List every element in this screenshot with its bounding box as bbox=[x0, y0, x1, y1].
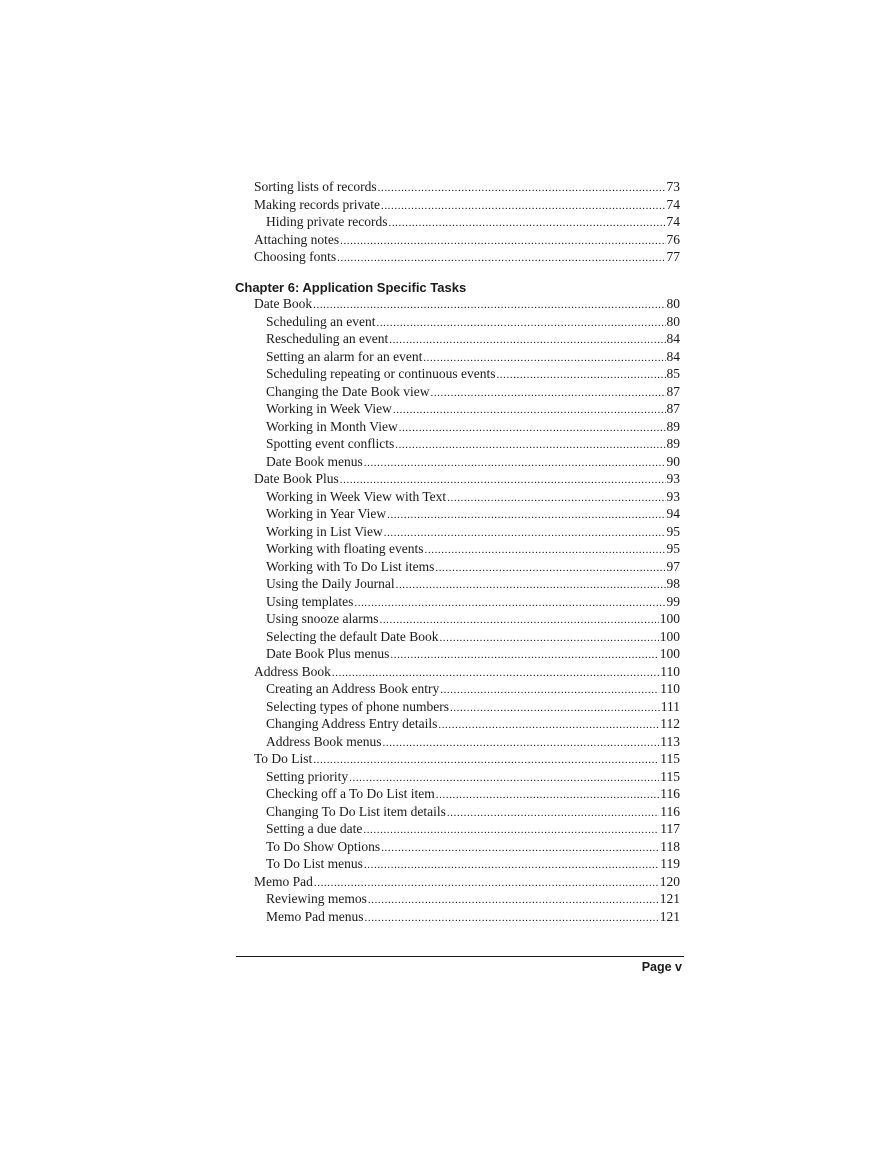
toc-entry-title: Choosing fonts bbox=[254, 249, 337, 264]
toc-entry-page: 74 bbox=[666, 214, 680, 229]
toc-entry[interactable] bbox=[266, 680, 680, 698]
toc-entry-title: Changing Address Entry details bbox=[266, 716, 438, 731]
toc-entry[interactable] bbox=[254, 196, 680, 214]
toc-entry-page: 121 bbox=[659, 908, 680, 924]
toc-entry[interactable] bbox=[266, 313, 680, 331]
dot-leader bbox=[364, 454, 666, 471]
toc-entry[interactable] bbox=[266, 523, 680, 541]
dot-leader bbox=[436, 786, 659, 803]
dot-leader bbox=[376, 314, 665, 331]
dot-leader bbox=[387, 506, 665, 523]
toc-entry-page: 95 bbox=[666, 523, 680, 539]
toc-entry-title: Date Book bbox=[254, 296, 313, 311]
dot-leader bbox=[440, 681, 659, 698]
dot-leader bbox=[395, 436, 665, 453]
dot-leader bbox=[438, 716, 659, 733]
dot-leader bbox=[393, 401, 666, 418]
toc-entry[interactable] bbox=[266, 820, 680, 838]
toc-entry-title: To Do List bbox=[254, 751, 313, 766]
footer-rule bbox=[236, 956, 684, 957]
toc-entry-page: 116 bbox=[660, 786, 680, 801]
toc-entry-page: 99 bbox=[666, 593, 680, 609]
toc-entry[interactable] bbox=[266, 645, 680, 663]
toc-entry-title: Working with To Do List items bbox=[266, 558, 435, 574]
toc-entry-title: Spotting event conflicts bbox=[266, 436, 395, 451]
toc-entry[interactable] bbox=[266, 890, 680, 908]
toc-entry-title: Working in Week View bbox=[266, 401, 392, 416]
toc-entry-title: Using snooze alarms bbox=[266, 611, 379, 626]
dot-leader bbox=[381, 839, 659, 856]
dot-leader bbox=[349, 769, 659, 786]
toc-entry-page: 89 bbox=[666, 436, 680, 451]
dot-leader bbox=[435, 559, 665, 576]
toc-entry-title: Memo Pad bbox=[254, 873, 313, 889]
dot-leader bbox=[354, 594, 665, 611]
toc-entry-page: 84 bbox=[666, 348, 680, 364]
toc-entry-title: Setting a due date bbox=[266, 821, 363, 836]
toc-entry-title: Checking off a To Do List item bbox=[266, 786, 435, 801]
toc-entry-title: Scheduling repeating or continuous events bbox=[266, 366, 496, 381]
toc-entry[interactable] bbox=[266, 348, 680, 366]
toc-entry[interactable] bbox=[266, 400, 680, 418]
toc-entry-title: Memo Pad menus bbox=[266, 908, 364, 924]
toc-entry-page: 80 bbox=[666, 313, 680, 329]
toc-entry[interactable] bbox=[266, 575, 680, 593]
toc-entry[interactable] bbox=[266, 213, 680, 231]
toc-entry-page: 84 bbox=[666, 331, 680, 346]
toc-entry-title: Changing To Do List item details bbox=[266, 803, 446, 819]
dot-leader bbox=[439, 629, 658, 646]
dot-leader bbox=[365, 909, 659, 926]
dot-leader bbox=[368, 891, 659, 908]
toc-entry-page: 115 bbox=[660, 768, 680, 784]
toc-entry[interactable] bbox=[254, 750, 680, 768]
toc-entry-page: 76 bbox=[666, 231, 680, 247]
dot-leader bbox=[313, 296, 665, 313]
toc-entry[interactable] bbox=[266, 330, 680, 348]
toc-entry[interactable] bbox=[266, 365, 680, 383]
toc-entry[interactable] bbox=[266, 383, 680, 401]
toc-entry[interactable] bbox=[266, 453, 680, 471]
toc-entry-title: Date Book Plus bbox=[254, 471, 339, 486]
toc-entry-page: 93 bbox=[666, 471, 680, 486]
dot-leader bbox=[313, 751, 659, 768]
toc-entry-title: Using the Daily Journal bbox=[266, 576, 395, 591]
dot-leader bbox=[363, 821, 659, 838]
toc-entry-title: Making records private bbox=[254, 196, 380, 212]
dot-leader bbox=[447, 489, 665, 506]
toc-entry[interactable] bbox=[266, 715, 680, 733]
toc-entry-page: 93 bbox=[666, 488, 680, 504]
toc-entry-page: 119 bbox=[660, 856, 680, 871]
dot-leader bbox=[388, 214, 665, 231]
toc-entry-page: 113 bbox=[660, 733, 680, 749]
toc-entry-title: Using templates bbox=[266, 593, 354, 609]
toc-entry[interactable] bbox=[266, 610, 680, 628]
toc-entry-title: Setting priority bbox=[266, 768, 349, 784]
toc-entry-page: 110 bbox=[660, 681, 680, 696]
toc-entry-title: Scheduling an event bbox=[266, 313, 376, 329]
toc-entry-title: Address Book menus bbox=[266, 733, 382, 749]
toc-entry[interactable] bbox=[266, 803, 680, 821]
toc-entry-page: 90 bbox=[666, 453, 680, 469]
toc-entry-page: 85 bbox=[666, 366, 680, 381]
toc-entry-page: 116 bbox=[660, 803, 680, 819]
toc-entry[interactable] bbox=[266, 435, 680, 453]
toc-entry-title: Selecting types of phone numbers bbox=[266, 698, 449, 714]
toc-entry[interactable] bbox=[254, 295, 680, 313]
dot-leader bbox=[314, 874, 659, 891]
toc-entry[interactable] bbox=[266, 593, 680, 611]
toc-entry-page: 112 bbox=[660, 716, 680, 731]
toc-entry[interactable] bbox=[254, 663, 680, 681]
toc-entry-page: 80 bbox=[666, 296, 680, 311]
toc-entry[interactable] bbox=[254, 231, 680, 249]
toc-entry[interactable] bbox=[266, 505, 680, 523]
toc-entry[interactable] bbox=[266, 488, 680, 506]
dot-leader bbox=[423, 349, 665, 366]
toc-entry-page: 74 bbox=[666, 196, 680, 212]
dot-leader bbox=[340, 232, 665, 249]
dot-leader bbox=[340, 471, 666, 488]
toc-entry[interactable] bbox=[266, 558, 680, 576]
toc-entry-title: Working in Week View with Text bbox=[266, 488, 447, 504]
toc-entry-title: Rescheduling an event bbox=[266, 331, 389, 346]
toc-entry[interactable] bbox=[266, 855, 680, 873]
toc-entry[interactable] bbox=[266, 733, 680, 751]
dot-leader bbox=[399, 419, 666, 436]
toc-entry-title: Selecting the default Date Book bbox=[266, 628, 439, 644]
toc-entry-title: To Do Show Options bbox=[266, 838, 381, 854]
toc-entry-page: 100 bbox=[659, 628, 680, 644]
toc-entry-title: To Do List menus bbox=[266, 856, 363, 871]
dot-leader bbox=[447, 804, 659, 821]
toc-entry-page: 87 bbox=[666, 383, 680, 399]
dot-leader bbox=[381, 197, 666, 214]
toc-entry-page: 120 bbox=[659, 873, 680, 889]
toc-entry-page: 98 bbox=[666, 576, 680, 591]
toc-entry-title: Reviewing memos bbox=[266, 891, 367, 906]
toc-entry[interactable] bbox=[254, 248, 680, 266]
toc-entry-title: Changing the Date Book view bbox=[266, 383, 430, 399]
chapter-heading: Chapter 6: Application Specific Tasks bbox=[235, 280, 467, 295]
toc-entry-page: 97 bbox=[666, 558, 680, 574]
dot-leader bbox=[378, 179, 666, 196]
toc-entry-title: Sorting lists of records bbox=[254, 179, 377, 194]
dot-leader bbox=[337, 249, 665, 266]
toc-entry[interactable] bbox=[266, 698, 680, 716]
toc-entry-title: Creating an Address Book entry bbox=[266, 681, 440, 696]
toc-entry-page: 73 bbox=[666, 179, 680, 194]
toc-entry[interactable] bbox=[266, 908, 680, 926]
dot-leader bbox=[396, 576, 666, 593]
dot-leader bbox=[332, 664, 659, 681]
dot-leader bbox=[390, 646, 658, 663]
toc-entry-page: 118 bbox=[660, 838, 680, 854]
dot-leader bbox=[430, 384, 665, 401]
toc-entry-page: 100 bbox=[659, 646, 680, 661]
toc-entry[interactable] bbox=[266, 628, 680, 646]
toc-entry[interactable] bbox=[266, 785, 680, 803]
toc-entry-title: Working in List View bbox=[266, 523, 383, 539]
toc-entry-page: 100 bbox=[659, 611, 680, 626]
toc-entry-title: Working in Year View bbox=[266, 506, 387, 521]
dot-leader bbox=[379, 611, 658, 628]
dot-leader bbox=[364, 856, 659, 873]
dot-leader bbox=[496, 366, 665, 383]
dot-leader bbox=[384, 524, 666, 541]
dot-leader bbox=[425, 541, 666, 558]
toc-entry-title: Date Book Plus menus bbox=[266, 646, 390, 661]
toc-entry-title: Address Book bbox=[254, 663, 331, 679]
toc-entry-page: 121 bbox=[659, 891, 680, 906]
toc-entry-page: 87 bbox=[666, 401, 680, 416]
toc-entry[interactable] bbox=[254, 470, 680, 488]
toc-entry-page: 95 bbox=[666, 541, 680, 556]
toc-entry-page: 117 bbox=[660, 821, 680, 836]
page-number: Page v bbox=[641, 960, 682, 974]
toc-entry-page: 94 bbox=[666, 506, 680, 521]
toc-entry[interactable] bbox=[266, 838, 680, 856]
toc-entry-title: Hiding private records bbox=[266, 214, 388, 229]
dot-leader bbox=[389, 331, 665, 348]
toc-entry-title: Working with floating events bbox=[266, 541, 424, 556]
toc-entry-page: 111 bbox=[660, 698, 680, 714]
toc-entry[interactable] bbox=[266, 768, 680, 786]
toc-entry-title: Setting an alarm for an event bbox=[266, 348, 423, 364]
toc-entry[interactable] bbox=[266, 540, 680, 558]
toc-entry-page: 115 bbox=[660, 751, 680, 766]
toc-entry[interactable] bbox=[254, 178, 680, 196]
toc-entry-title: Date Book menus bbox=[266, 453, 363, 469]
toc-entry-title: Attaching notes bbox=[254, 231, 340, 247]
toc-entry-page: 89 bbox=[666, 418, 680, 434]
toc-entry[interactable] bbox=[266, 418, 680, 436]
toc-entry-page: 77 bbox=[666, 249, 680, 264]
toc-entry[interactable] bbox=[254, 873, 680, 891]
dot-leader bbox=[450, 699, 660, 716]
toc-entry-page: 110 bbox=[660, 663, 680, 679]
toc-entry-title: Working in Month View bbox=[266, 418, 398, 434]
dot-leader bbox=[383, 734, 660, 751]
